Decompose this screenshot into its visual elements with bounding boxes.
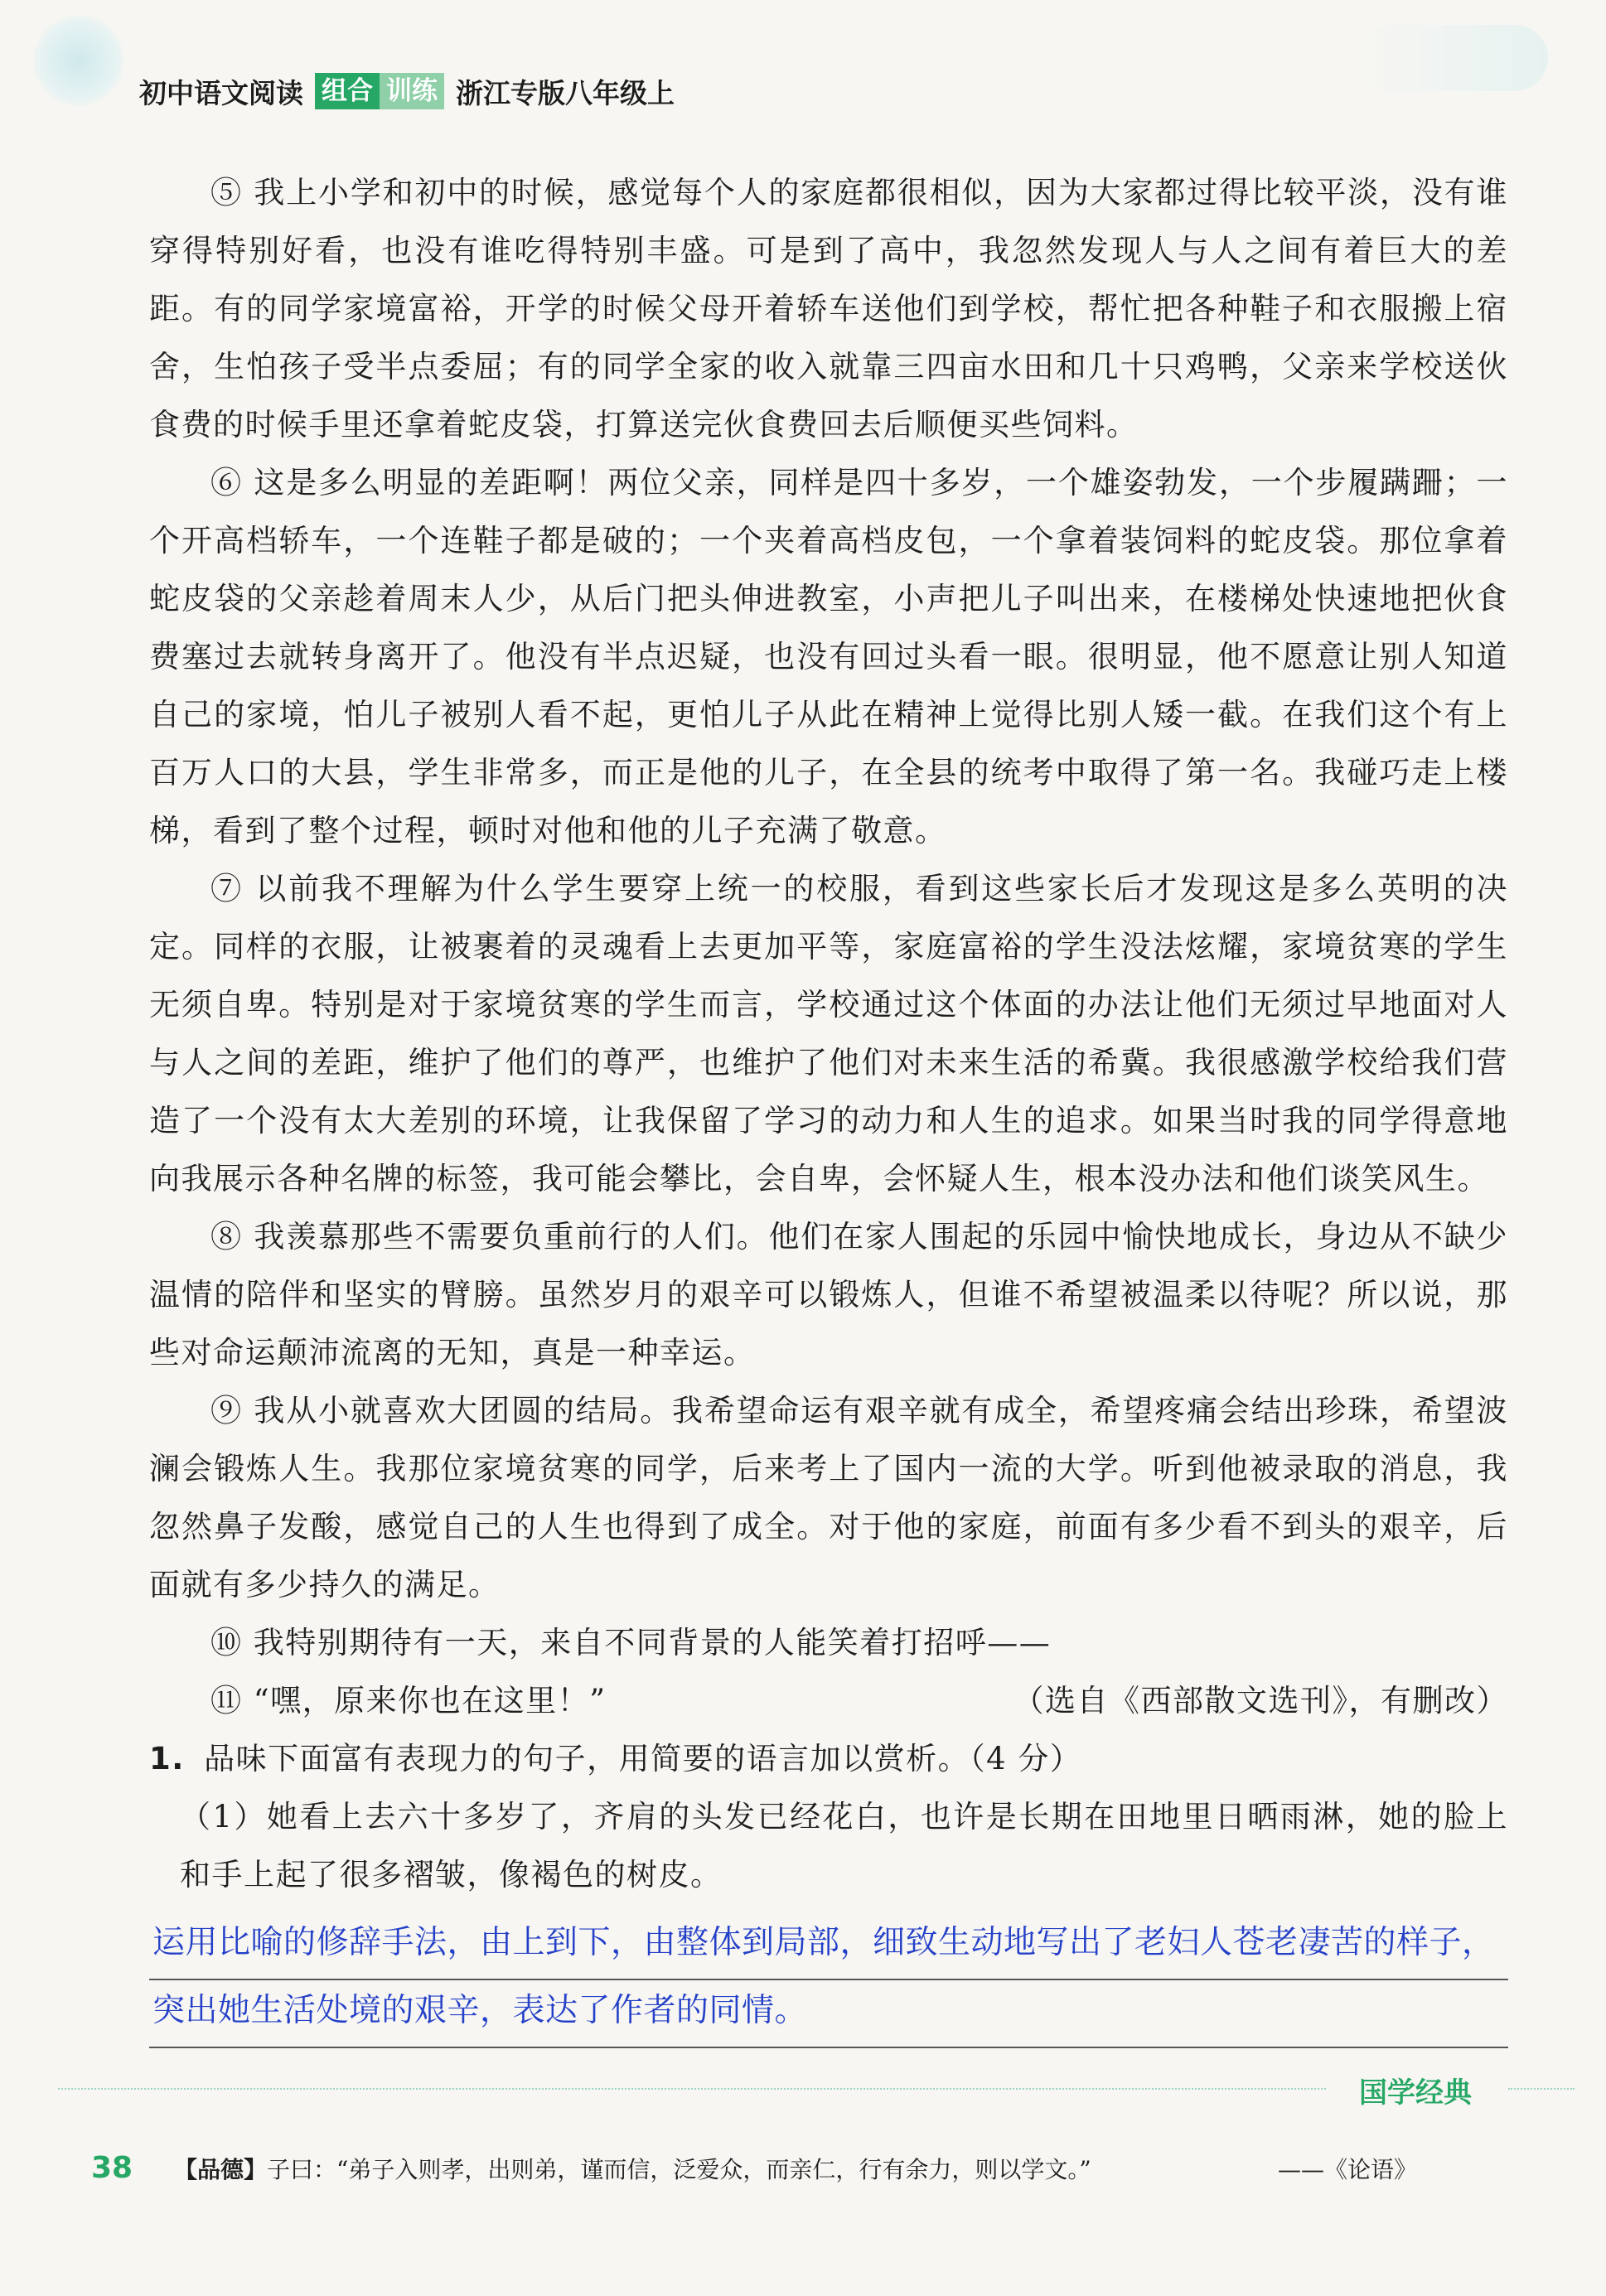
sub-question-1: （1）她看上去六十多岁了，齐肩的头发已经花白，也许是长期在田地里日晒雨淋，她的脸上和手上起了很多褶皱，像褐色的树皮。	[180, 1799, 1508, 1892]
question-text: 品味下面富有表现力的句子，用简要的语言加以赏析。（4 分）	[204, 1741, 1082, 1776]
footer-divider-right	[1508, 2088, 1575, 2090]
footer-tag: 【品德】	[174, 2156, 268, 2183]
series-title: 初中语文阅读	[139, 76, 303, 109]
paragraph-9: ⑨ 我从小就喜欢大团圆的结局。我希望命运有艰辛就有成全，希望疼痛会结出珍珠，希望波澜会锻炼人生。我那位家境贫寒的同学，后来考上了国内一流的大学。听到他被录取的消息，我忽然鼻子发酸，感觉自己的人生也得到了成全。对于他的家庭，前面有多少看不到头的艰辛，后面就有多少持久的满足。	[149, 1393, 1508, 1602]
header-decoration	[1357, 25, 1548, 91]
tag-combination: 组合	[315, 73, 380, 109]
answer-line: 突出她生活处境的艰辛，表达了作者的同情。	[149, 1980, 1508, 2048]
article-content	[149, 164, 1508, 2048]
footer-divider	[58, 2088, 1326, 2090]
corner-decoration	[33, 15, 124, 106]
paragraph-7: ⑦ 以前我不理解为什么学生要穿上统一的校服，看到这些家长后才发现这是多么英明的决定。同样的衣服，让被裹着的灵魂看上去更加平等，家庭富裕的学生没法炫耀，家境贫寒的学生无须自卑。特别是对于家境贫寒的学生而言，学校通过这个体面的办法让他们无须过早地面对人与人之间的差距，维护了他们的尊严，也维护了他们对未来生活的希冀。我很感激学校给我们营造了一个没有太大差别的环境，让我保留了学习的动力和人生的追求。如果当时我的同学得意地向我展示各种名牌的标签，我可能会攀比，会自卑，会怀疑人生，根本没办法和他们谈笑风生。	[149, 871, 1508, 1196]
section-label: 国学经典	[1359, 2076, 1472, 2110]
edition-label: 浙江专版八年级上	[456, 76, 675, 109]
page-number: 38	[91, 2151, 133, 2185]
footer-source: ——《论语》	[1277, 2156, 1417, 2183]
paragraph-11: ⑪ “嘿，原来你也在这里！”	[210, 1683, 607, 1718]
footer-quote: 子曰：“弟子入则孝，出则弟，谨而信，泛爱众，而亲仁，行有余力，则以学文。”	[267, 2156, 1091, 2183]
answer-area	[149, 1912, 1508, 2048]
paragraph-8: ⑧ 我羡慕那些不需要负重前行的人们。他们在家人围起的乐园中愉快地成长，身边从不缺少温情的陪伴和坚实的臂膀。虽然岁月的艰辛可以锻炼人，但谁不希望被温柔以待呢？所以说，那些对命运颠沛流离的无知，真是一种幸运。	[149, 1219, 1508, 1370]
paragraph-10: ⑩ 我特别期待有一天，来自不同背景的人能笑着打招呼——	[210, 1625, 1052, 1660]
tag-training: 训练	[380, 73, 444, 109]
paragraph-6: ⑥ 这是多么明显的差距啊！两位父亲，同样是四十多岁，一个雄姿勃发，一个步履蹒跚；一个开高档轿车，一个连鞋子都是破的；一个夹着高档皮包，一个拿着装饲料的蛇皮袋。那位拿着蛇皮袋的父亲趁着周末人少，从后门把头伸进教室，小声把儿子叫出来，在楼梯处快速地把伙食费塞过去就转身离开了。他没有半点迟疑，也没有回过头看一眼。很明显，他不愿意让别人知道自己的家境，怕儿子被别人看不起，更怕儿子从此在精神上觉得比别人矮一截。在我们这个有上百万人口的大县，学生非常多，而正是他的儿子，在全县的统考中取得了第一名。我碰巧走上楼梯，看到了整个过程，顿时对他和他的儿子充满了敬意。	[149, 465, 1508, 848]
paragraph-5: ⑤ 我上小学和初中的时候，感觉每个人的家庭都很相似，因为大家都过得比较平淡，没有谁穿得特别好看，也没有谁吃得特别丰盛。可是到了高中，我忽然发现人与人之间有着巨大的差距。有的同学家境富裕，开学的时候父母开着轿车送他们到学校，帮忙把各种鞋子和衣服搬上宿舍，生怕孩子受半点委屈；有的同学全家的收入就靠三四亩水田和几十只鸡鸭，父亲来学校送伙食费的时候手里还拿着蛇皮袋，打算送完伙食费回去后顺便买些饲料。	[149, 175, 1508, 442]
source-note: （选自《西部散文选刊》，有删改）	[1013, 1683, 1508, 1718]
question-number: 1.	[149, 1741, 185, 1776]
paragraph-11-row	[149, 1672, 1508, 1730]
page-footer	[91, 2151, 1417, 2185]
answer-line: 运用比喻的修辞手法，由上到下，由整体到局部，细致生动地写出了老妇人苍老凄苦的样子，	[149, 1912, 1508, 1980]
page-header	[139, 66, 675, 116]
question-1	[149, 1730, 1508, 1788]
